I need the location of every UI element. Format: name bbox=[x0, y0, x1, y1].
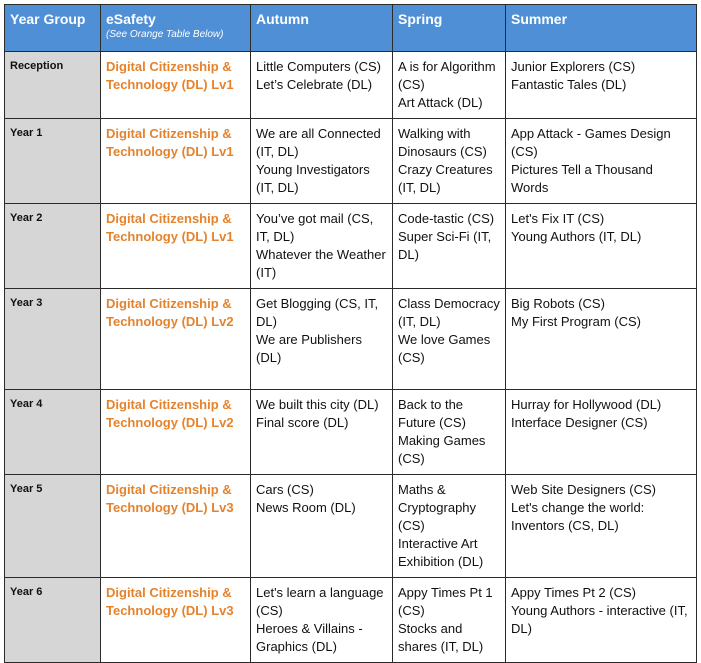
spring-cell bbox=[393, 119, 506, 204]
table-row bbox=[5, 390, 697, 475]
summer-cell bbox=[506, 119, 697, 204]
unit-item: Junior Explorers (CS) bbox=[511, 59, 636, 74]
unit-item: We love Games (CS) bbox=[398, 332, 491, 365]
table-body bbox=[5, 52, 697, 663]
esafety-cell: Digital Citizenship & Technology (DL) Lv1 bbox=[101, 52, 251, 119]
spring-cell bbox=[393, 204, 506, 289]
table-row bbox=[5, 578, 697, 663]
table-row bbox=[5, 289, 697, 390]
unit-item: Pictures Tell a Thousand Words bbox=[511, 162, 653, 195]
unit-item: Heroes & Villains - Graphics (DL) bbox=[256, 621, 363, 654]
unit-item: Making Games (CS) bbox=[398, 433, 486, 466]
esafety-cell: Digital Citizenship & Technology (DL) Lv2 bbox=[101, 289, 251, 390]
year-cell: Year 3 bbox=[5, 289, 101, 390]
unit-item: Young Authors - interactive (IT, DL) bbox=[511, 603, 688, 636]
summer-cell bbox=[506, 204, 697, 289]
spring-cell bbox=[393, 289, 506, 390]
header-row bbox=[5, 5, 697, 52]
header-year-group: Year Group bbox=[5, 5, 101, 52]
unit-item: Walking with Dinosaurs (CS) bbox=[398, 126, 487, 159]
unit-item: Final score (DL) bbox=[256, 415, 349, 430]
unit-item: Web Site Designers (CS) bbox=[511, 482, 656, 497]
unit-item: Let's learn a language (CS) bbox=[256, 585, 384, 618]
spring-cell bbox=[393, 475, 506, 578]
unit-item: Cars (CS) bbox=[256, 482, 314, 497]
unit-item: Maths & Cryptography (CS) bbox=[398, 482, 477, 533]
unit-item: Super Sci-Fi (IT, DL) bbox=[398, 229, 492, 262]
unit-item: My First Program (CS) bbox=[511, 314, 641, 329]
unit-item: Art Attack (DL) bbox=[398, 95, 483, 110]
unit-item: Let's change the world: Inventors (CS, DL) bbox=[511, 500, 645, 533]
summer-cell bbox=[506, 52, 697, 119]
autumn-cell bbox=[251, 578, 393, 663]
unit-item: Code-tastic (CS) bbox=[398, 211, 495, 226]
header-autumn: Autumn bbox=[251, 5, 393, 52]
unit-item: Stocks and shares (IT, DL) bbox=[398, 621, 484, 654]
unit-item: Young Investigators (IT, DL) bbox=[256, 162, 370, 195]
year-cell: Year 1 bbox=[5, 119, 101, 204]
esafety-cell: Digital Citizenship & Technology (DL) Lv3 bbox=[101, 475, 251, 578]
curriculum-table bbox=[4, 4, 697, 663]
table-row bbox=[5, 52, 697, 119]
autumn-cell bbox=[251, 289, 393, 390]
unit-item: Young Authors (IT, DL) bbox=[511, 229, 642, 244]
table-row bbox=[5, 119, 697, 204]
unit-item: News Room (DL) bbox=[256, 500, 356, 515]
unit-item: Let’s Celebrate (DL) bbox=[256, 77, 373, 92]
unit-item: Appy Times Pt 2 (CS) bbox=[511, 585, 636, 600]
esafety-cell: Digital Citizenship & Technology (DL) Lv1 bbox=[101, 204, 251, 289]
header-spring: Spring bbox=[393, 5, 506, 52]
table-row bbox=[5, 204, 697, 289]
year-cell: Year 5 bbox=[5, 475, 101, 578]
unit-item: Let's Fix IT (CS) bbox=[511, 211, 605, 226]
autumn-cell bbox=[251, 119, 393, 204]
summer-cell bbox=[506, 578, 697, 663]
unit-item: A is for Algorithm (CS) bbox=[398, 59, 496, 92]
spring-cell bbox=[393, 578, 506, 663]
header-summer: Summer bbox=[506, 5, 697, 52]
summer-cell bbox=[506, 289, 697, 390]
unit-item: Fantastic Tales (DL) bbox=[511, 77, 627, 92]
summer-cell bbox=[506, 390, 697, 475]
esafety-cell: Digital Citizenship & Technology (DL) Lv3 bbox=[101, 578, 251, 663]
autumn-cell bbox=[251, 52, 393, 119]
unit-item: Crazy Creatures (IT, DL) bbox=[398, 162, 493, 195]
unit-item: We are all Connected (IT, DL) bbox=[256, 126, 381, 159]
summer-cell bbox=[506, 475, 697, 578]
unit-item: Class Democracy (IT, DL) bbox=[398, 296, 500, 329]
year-cell: Reception bbox=[5, 52, 101, 119]
unit-item: Big Robots (CS) bbox=[511, 296, 605, 311]
autumn-cell bbox=[251, 475, 393, 578]
unit-item: We are Publishers (DL) bbox=[256, 332, 362, 365]
unit-item: You’ve got mail (CS, IT, DL) bbox=[256, 211, 374, 244]
unit-item: Whatever the Weather (IT) bbox=[256, 247, 386, 280]
unit-item: Back to the Future (CS) bbox=[398, 397, 466, 430]
unit-item: App Attack - Games Design (CS) bbox=[511, 126, 671, 159]
year-cell: Year 4 bbox=[5, 390, 101, 475]
spring-cell bbox=[393, 52, 506, 119]
unit-item: We built this city (DL) bbox=[256, 397, 379, 412]
autumn-cell bbox=[251, 390, 393, 475]
year-cell: Year 6 bbox=[5, 578, 101, 663]
unit-item: Interface Designer (CS) bbox=[511, 415, 648, 430]
autumn-cell bbox=[251, 204, 393, 289]
unit-item: Little Computers (CS) bbox=[256, 59, 381, 74]
header-esafety bbox=[101, 5, 251, 52]
header-esafety-note: (See Orange Table Below) bbox=[106, 29, 224, 40]
spring-cell bbox=[393, 390, 506, 475]
year-cell: Year 2 bbox=[5, 204, 101, 289]
unit-item: Get Blogging (CS, IT, DL) bbox=[256, 296, 379, 329]
esafety-cell: Digital Citizenship & Technology (DL) Lv1 bbox=[101, 119, 251, 204]
unit-item: Appy Times Pt 1 (CS) bbox=[398, 585, 493, 618]
unit-item: Interactive Art Exhibition (DL) bbox=[398, 536, 484, 569]
esafety-cell: Digital Citizenship & Technology (DL) Lv2 bbox=[101, 390, 251, 475]
table-row bbox=[5, 475, 697, 578]
header-esafety-label: eSafety bbox=[106, 11, 156, 27]
unit-item: Hurray for Hollywood (DL) bbox=[511, 397, 662, 412]
